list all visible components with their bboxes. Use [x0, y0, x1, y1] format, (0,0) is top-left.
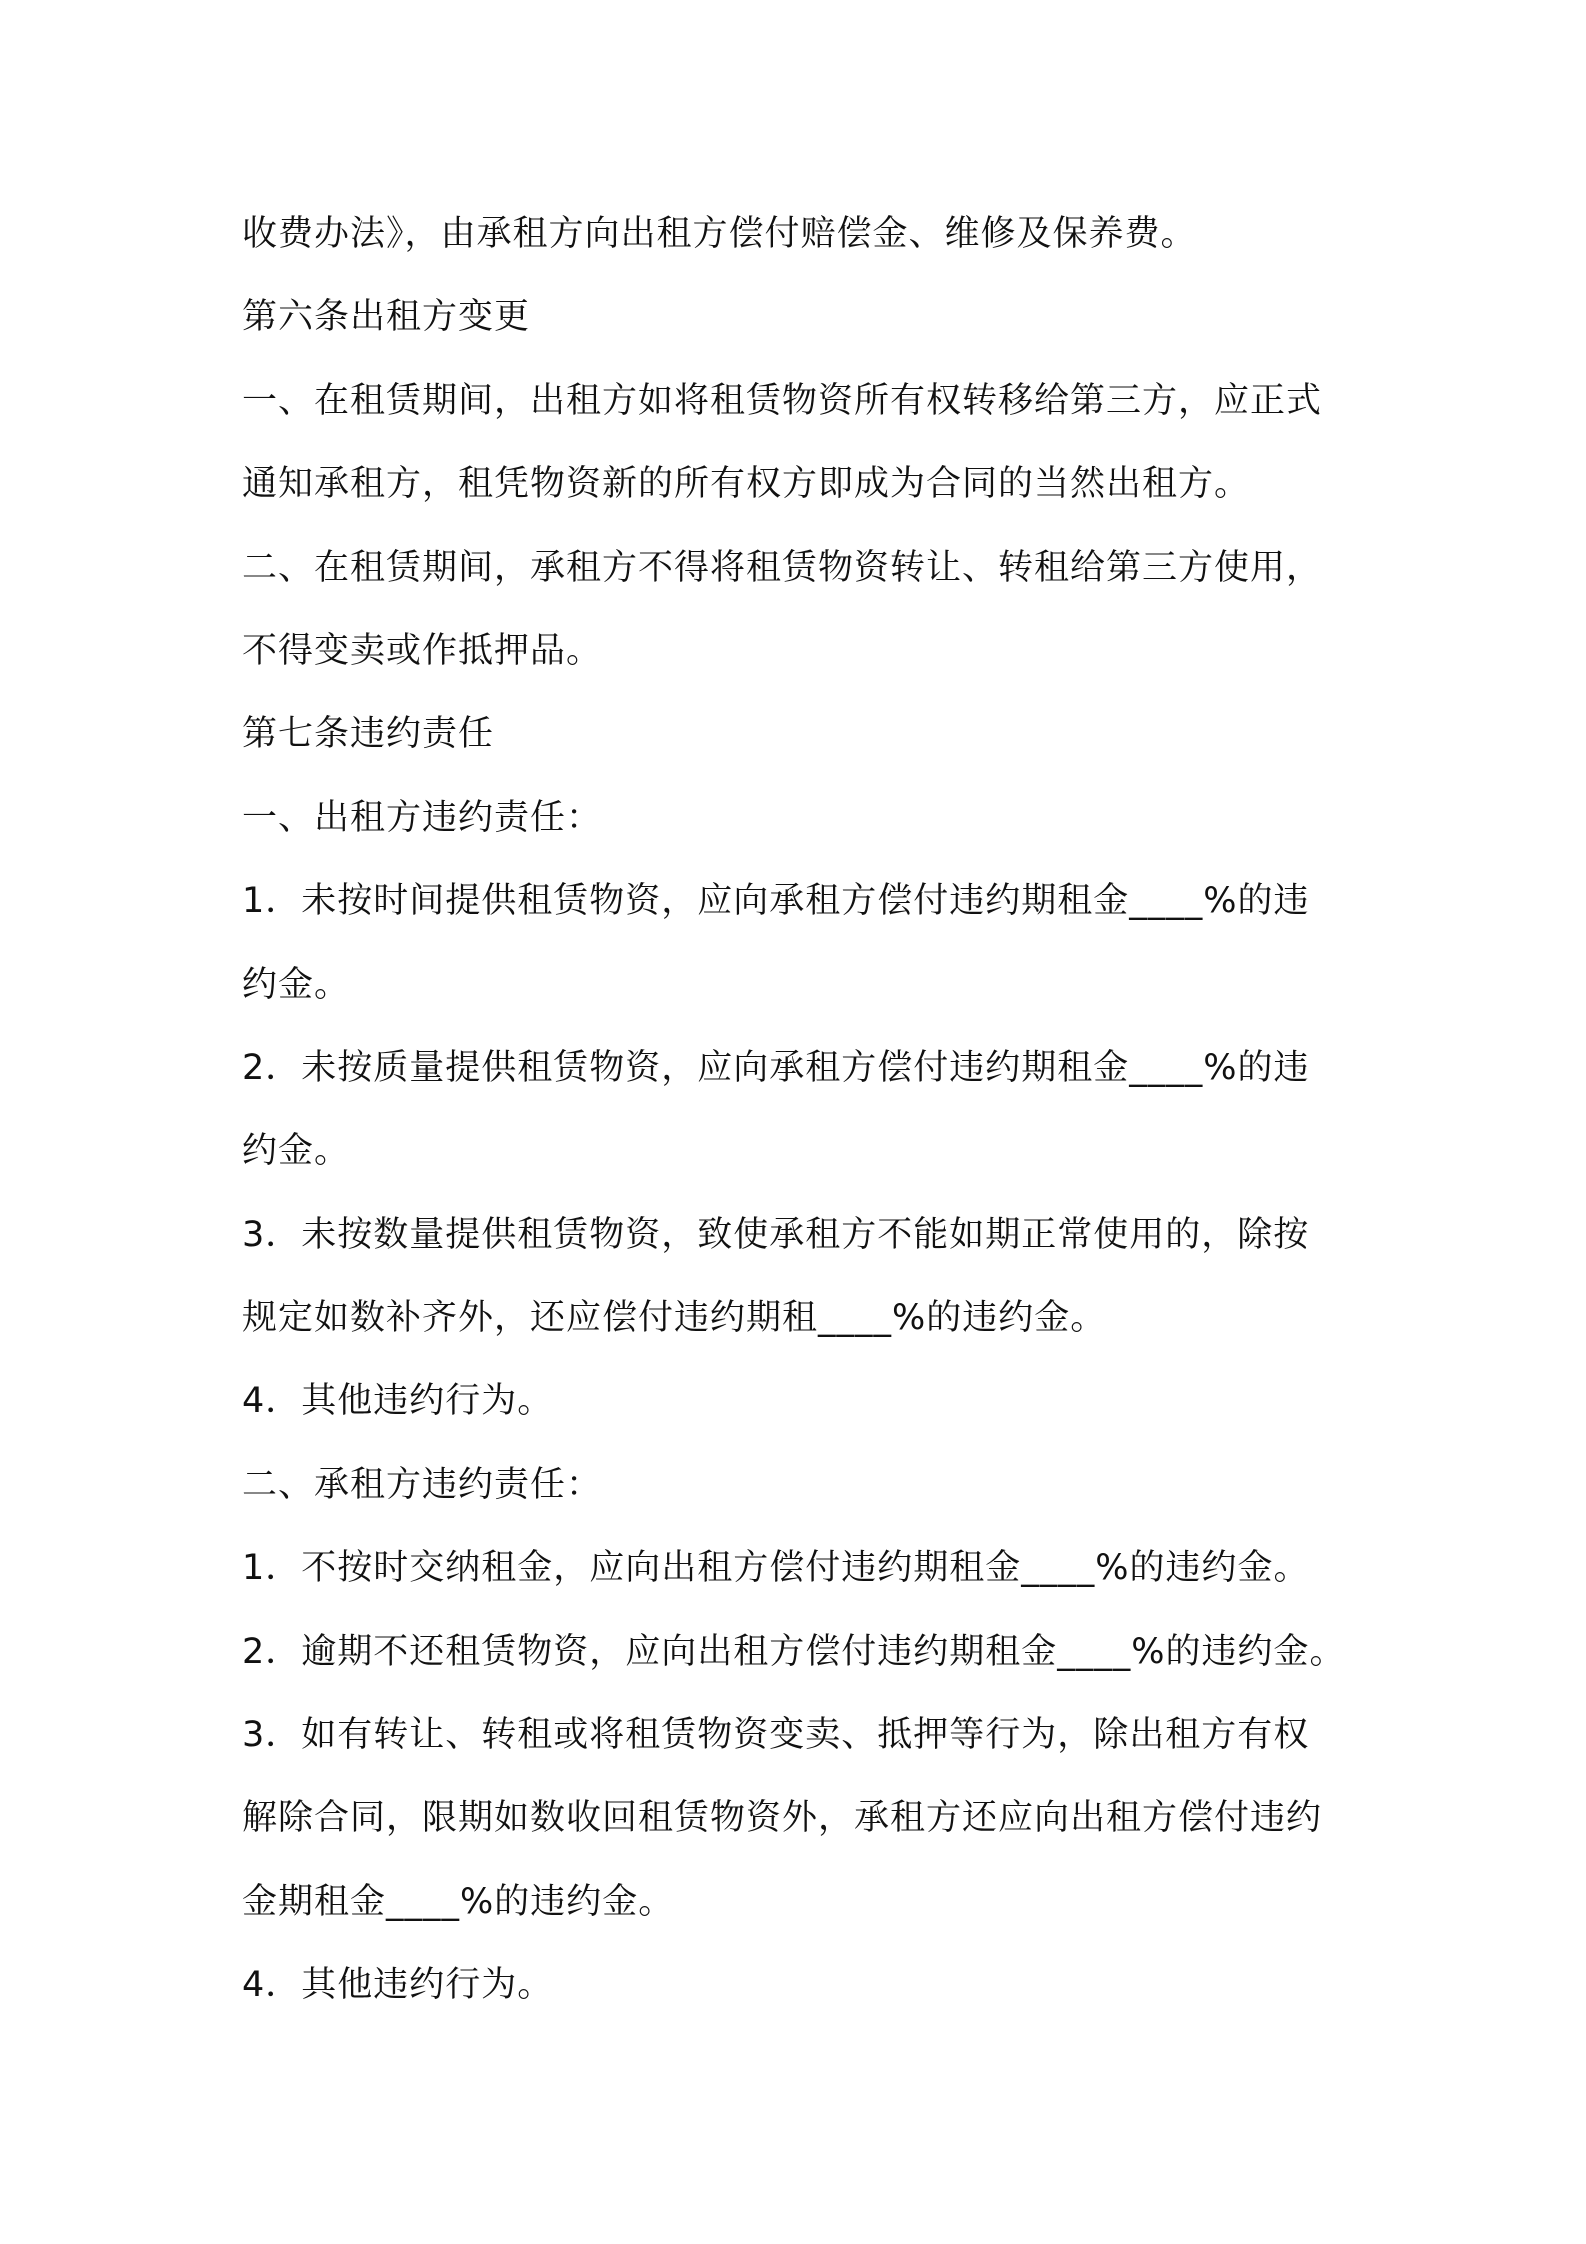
body-line: 2．逾期不还租赁物资，应向出租方偿付违约期租金____%的违约金。: [242, 1631, 1346, 1672]
body-line: 3．未按数量提供租赁物资，致使承租方不能如期正常使用的，除按: [242, 1214, 1310, 1255]
body-line: 二、在租赁期间，承租方不得将租赁物资转让、转租给第三方使用，: [242, 547, 1323, 588]
body-line: 金期租金____%的违约金。: [242, 1881, 675, 1922]
body-line: 3．如有转让、转租或将租赁物资变卖、抵押等行为，除出租方有权: [242, 1715, 1310, 1756]
body-line: 1．未按时间提供租赁物资，应向承租方偿付违约期租金____%的违: [242, 881, 1310, 922]
body-line: 2．未按质量提供租赁物资，应向承租方偿付违约期租金____%的违: [242, 1047, 1310, 1088]
body-line: 一、在租赁期间，出租方如将租赁物资所有权转移给第三方，应正式: [242, 380, 1323, 421]
body-line: 约金。: [242, 1131, 351, 1172]
body-line: 4．其他违约行为。: [242, 1965, 554, 2006]
section-heading: 一、出租方违约责任：: [242, 797, 603, 838]
body-line: 收费办法》，由承租方向出租方偿付赔偿金、维修及保养费。: [242, 214, 1197, 254]
body-line: 不得变卖或作抵押品。: [242, 630, 603, 671]
body-line: 通知承租方，租凭物资新的所有权方即成为合同的当然出租方。: [242, 464, 1251, 505]
body-line: 4．其他违约行为。: [242, 1381, 554, 1422]
body-line: 1．不按时交纳租金，应向出租方偿付违约期租金____%的违约金。: [242, 1548, 1310, 1589]
article-heading: 第六条出租方变更: [242, 297, 531, 338]
section-heading: 二、承租方违约责任：: [242, 1464, 603, 1505]
body-line: 规定如数补齐外，还应偿付违约期租____%的违约金。: [242, 1298, 1107, 1339]
document-body: [242, 193, 1422, 2028]
article-heading: 第七条违约责任: [242, 714, 495, 755]
body-line: 解除合同，限期如数收回租赁物资外，承租方还应向出租方偿付违约: [242, 1798, 1323, 1839]
body-line: 约金。: [242, 964, 351, 1005]
